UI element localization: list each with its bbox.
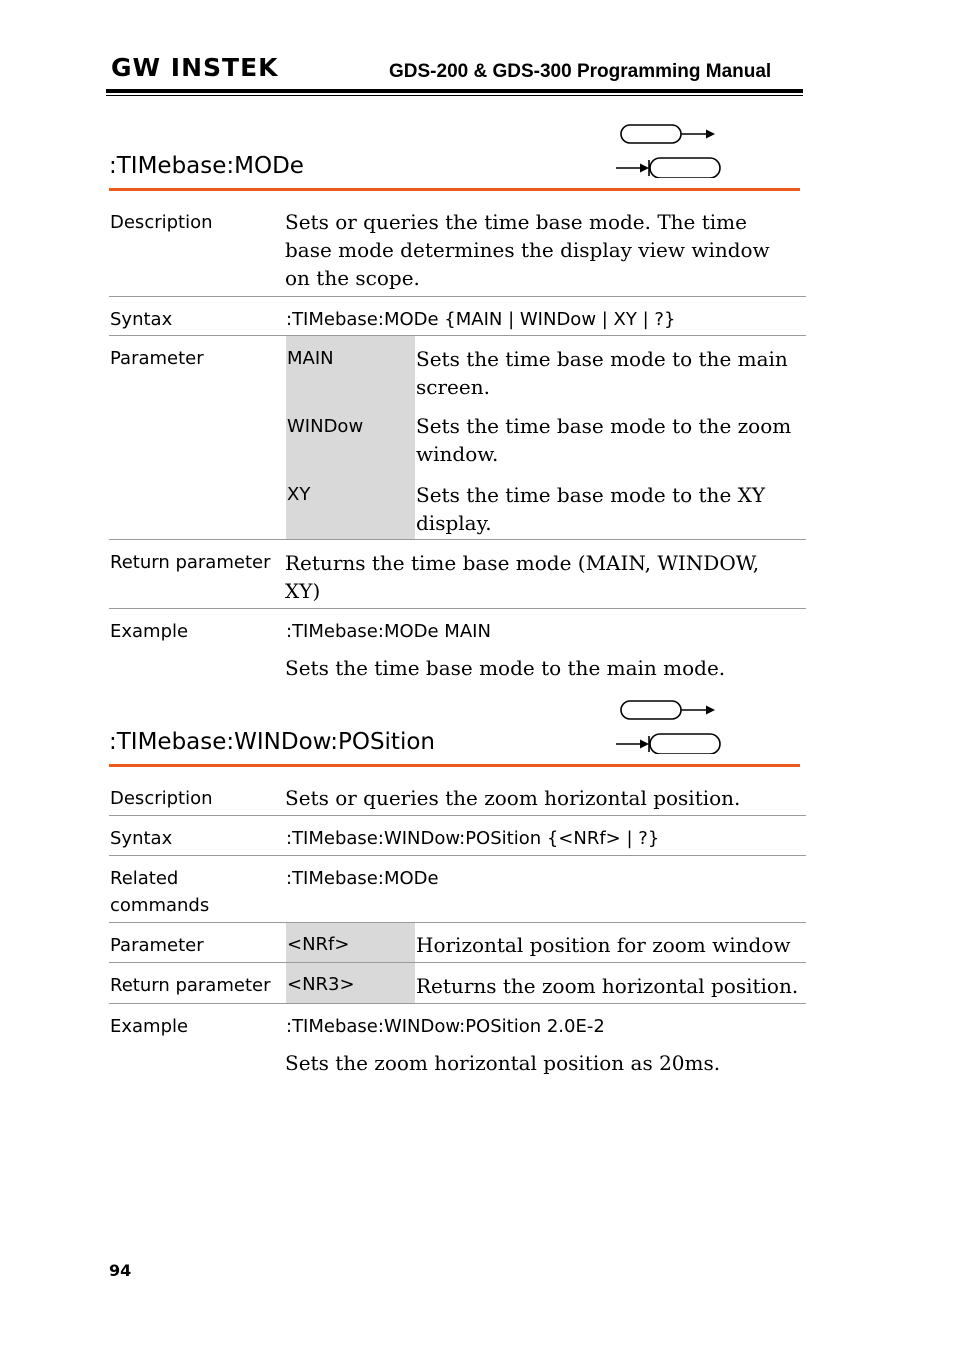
param-name-main: MAIN (287, 348, 334, 369)
header-divider-thin (106, 95, 803, 96)
section-rule (109, 764, 800, 767)
example-description: Sets the time base mode to the main mode. (285, 656, 726, 680)
label-syntax: Syntax (110, 828, 173, 849)
return-parameter-text: Returns the time base mode (MAIN, WINDOW, XY) (285, 551, 760, 603)
return-name-nr3: <NR3> (287, 974, 355, 995)
row-divider (109, 608, 806, 609)
param-name-xy: XY (287, 484, 311, 505)
example-description: Sets the zoom horizontal position as 20ms. (285, 1051, 721, 1075)
brand-logo: GW INSTEK (111, 53, 279, 82)
set-query-icon (612, 122, 724, 178)
syntax-text: :TIMebase:WINDow:POSition {<NRf> | ?} (286, 828, 660, 849)
param-desc-nrf: Horizontal position for zoom window (416, 933, 791, 957)
syntax-text: :TIMebase:MODe {MAIN | WINDow | XY | ?} (286, 309, 676, 330)
label-related: Related (110, 868, 179, 889)
row-divider (109, 539, 806, 540)
row-divider (109, 815, 806, 816)
row-divider (109, 296, 806, 297)
param-desc-window: Sets the time base mode to the zoom window. (416, 414, 792, 466)
row-divider (109, 962, 806, 963)
label-syntax: Syntax (110, 309, 173, 330)
param-name-nrf: <NRf> (287, 934, 350, 955)
set-query-icon (612, 698, 724, 754)
example-command: :TIMebase:MODe MAIN (286, 621, 491, 642)
example-command: :TIMebase:WINDow:POSition 2.0E-2 (286, 1016, 605, 1037)
row-divider (109, 855, 806, 856)
return-desc-nr3: Returns the zoom horizontal position. (416, 974, 799, 998)
header-divider (106, 89, 803, 93)
param-desc-main: Sets the time base mode to the main screen. (416, 347, 788, 399)
label-description: Description (110, 788, 213, 809)
row-divider (109, 335, 806, 336)
page-number: 94 (109, 1261, 132, 1280)
label-parameter: Parameter (110, 348, 204, 369)
param-name-window: WINDow (287, 416, 364, 437)
related-commands-text: :TIMebase:MODe (286, 868, 439, 889)
label-example: Example (110, 621, 189, 642)
param-desc-xy: Sets the time base mode to the XY display. (416, 483, 766, 535)
label-parameter: Parameter (110, 935, 204, 956)
section-rule (109, 188, 800, 191)
label-example: Example (110, 1016, 189, 1037)
manual-title: GDS-200 & GDS-300 Programming Manual (389, 61, 772, 82)
label-commands: commands (110, 895, 210, 916)
row-divider (109, 922, 806, 923)
label-return-parameter: Return parameter (110, 975, 271, 996)
row-divider (109, 1003, 806, 1004)
section-title-window-position: :TIMebase:WINDow:POSition (109, 729, 435, 755)
description-text: Sets or queries the zoom horizontal position. (285, 786, 741, 810)
section-title-timebase-mode: :TIMebase:MODe (109, 153, 304, 179)
description-text: Sets or queries the time base mode. The time base mode determines the display view window on the scope. (285, 210, 770, 290)
label-return-parameter: Return parameter (110, 552, 271, 573)
label-description: Description (110, 212, 213, 233)
